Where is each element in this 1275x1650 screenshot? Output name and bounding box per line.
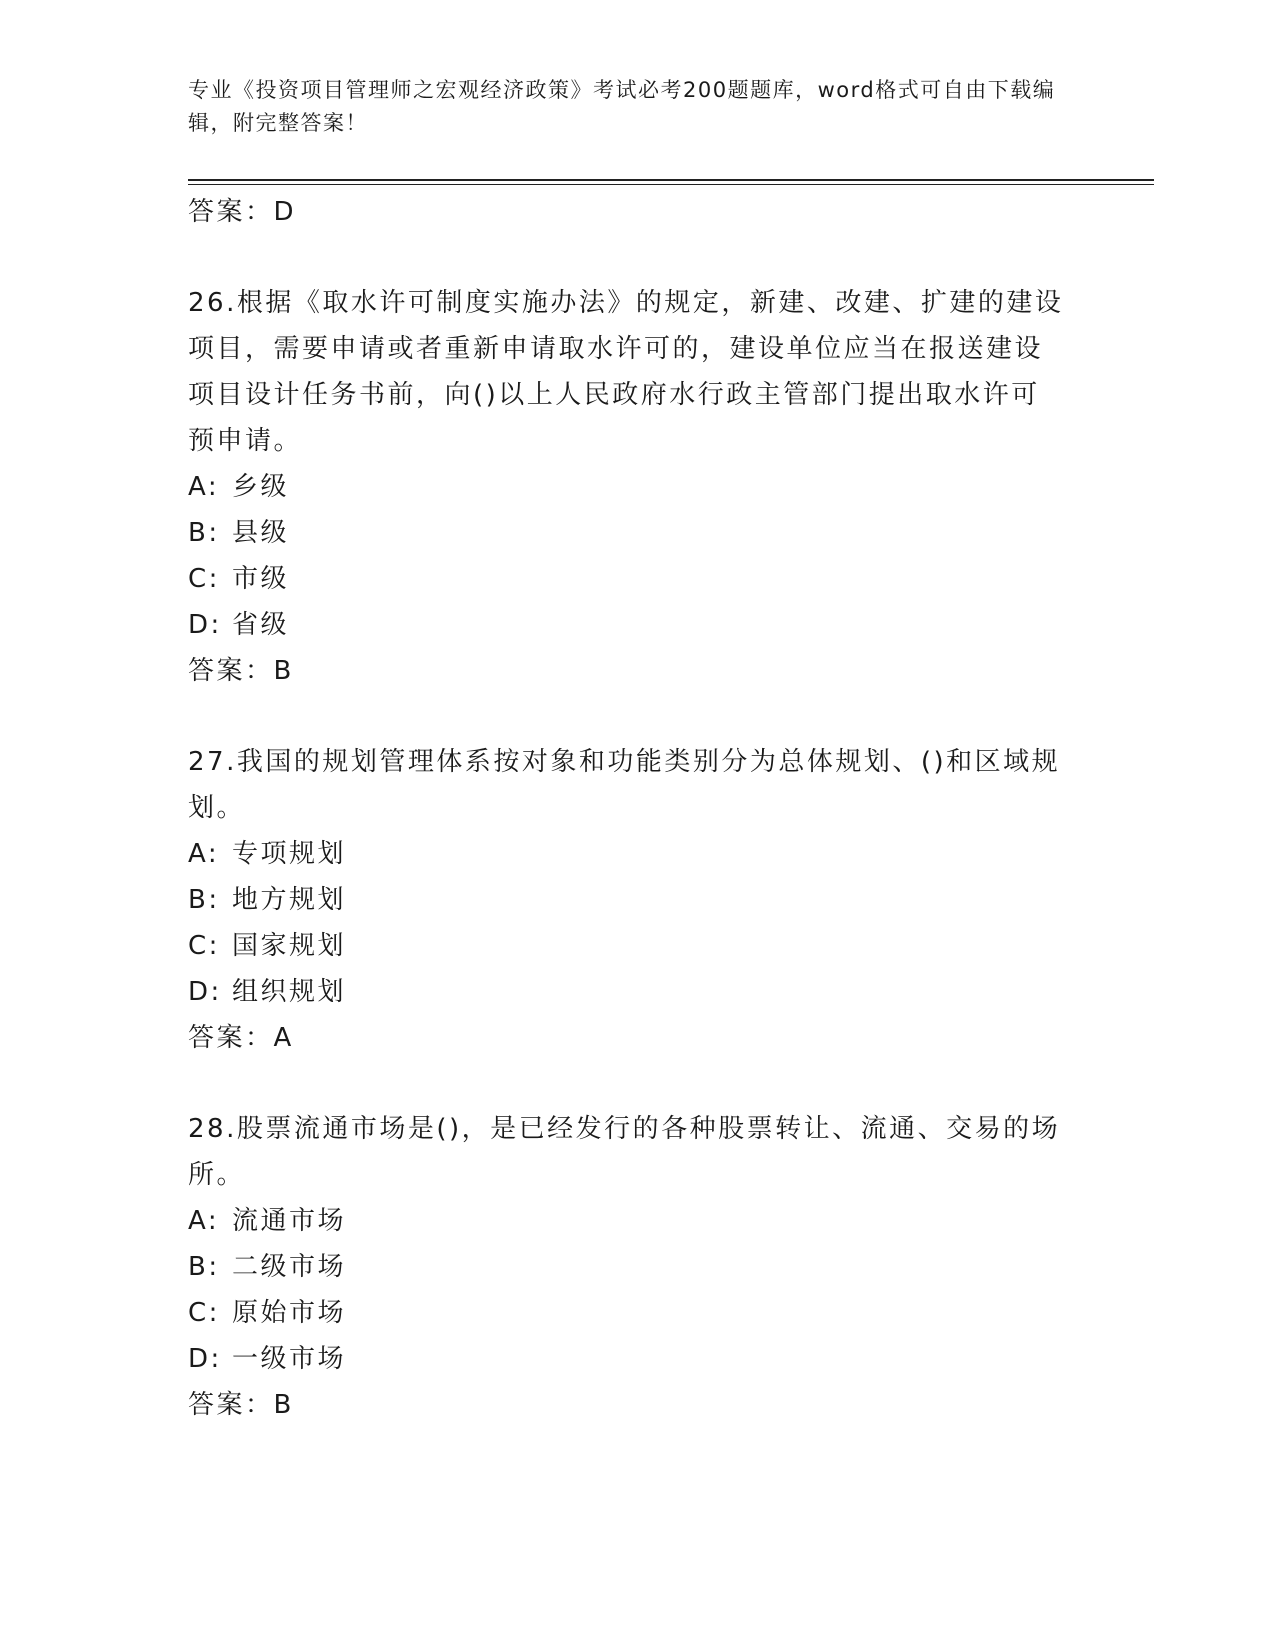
answer-label: 答案： bbox=[188, 1390, 274, 1420]
option-d bbox=[188, 969, 1088, 1015]
answer-label: 答案： bbox=[188, 1023, 274, 1053]
option-key: A: bbox=[188, 839, 220, 869]
option-key: A: bbox=[188, 1206, 220, 1236]
option-b bbox=[188, 877, 1088, 923]
option-d bbox=[188, 602, 1088, 648]
option-text: 省级 bbox=[232, 610, 290, 640]
option-b bbox=[188, 510, 1088, 556]
answer-value: B bbox=[273, 1390, 294, 1420]
option-key: D: bbox=[188, 610, 222, 640]
option-text: 国家规划 bbox=[232, 931, 347, 961]
option-key: A: bbox=[188, 472, 220, 502]
header-rule-thick bbox=[188, 179, 1154, 181]
option-text: 原始市场 bbox=[232, 1298, 347, 1328]
answer-line bbox=[188, 189, 1088, 235]
answer-line bbox=[188, 1382, 1088, 1428]
option-text: 乡级 bbox=[232, 472, 290, 502]
option-text: 一级市场 bbox=[232, 1344, 347, 1374]
option-key: B: bbox=[188, 885, 220, 915]
option-key: B: bbox=[188, 1252, 220, 1282]
option-key: C: bbox=[188, 564, 220, 594]
answer-value: A bbox=[273, 1023, 294, 1053]
question-stem: 28.股票流通市场是()，是已经发行的各种股票转让、流通、交易的场所。 bbox=[188, 1114, 1061, 1190]
option-a bbox=[188, 1198, 1088, 1244]
option-c bbox=[188, 1290, 1088, 1336]
answer-label: 答案： bbox=[188, 197, 274, 227]
option-key: C: bbox=[188, 1298, 220, 1328]
option-text: 专项规划 bbox=[232, 839, 347, 869]
document-header: 专业《投资项目管理师之宏观经济政策》考试必考200题题库，word格式可自由下载编辑，附完整答案！ bbox=[188, 78, 1056, 135]
answer-value: D bbox=[273, 197, 297, 227]
question-stem: 26.根据《取水许可制度实施办法》的规定，新建、改建、扩建的建设项目，需要申请或者重新申请取水许可的，建设单位应当在报送建设项目设计任务书前，向()以上人民政府水行政主管部门提出取水许可预申请。 bbox=[188, 288, 1064, 456]
option-text: 流通市场 bbox=[232, 1206, 347, 1236]
option-b bbox=[188, 1244, 1088, 1290]
option-d bbox=[188, 1336, 1088, 1382]
option-c bbox=[188, 923, 1088, 969]
option-key: D: bbox=[188, 1344, 222, 1374]
question-item bbox=[188, 1106, 1088, 1428]
option-a bbox=[188, 831, 1088, 877]
question-item bbox=[188, 739, 1088, 1061]
option-text: 地方规划 bbox=[232, 885, 347, 915]
answer-line bbox=[188, 648, 1088, 694]
option-key: B: bbox=[188, 518, 220, 548]
option-c bbox=[188, 556, 1088, 602]
option-a bbox=[188, 464, 1088, 510]
option-text: 县级 bbox=[232, 518, 290, 548]
answer-line bbox=[188, 1015, 1088, 1061]
option-key: C: bbox=[188, 931, 220, 961]
question-stem: 27.我国的规划管理体系按对象和功能类别分为总体规划、()和区域规划。 bbox=[188, 747, 1061, 823]
answer-label: 答案： bbox=[188, 656, 274, 686]
option-text: 组织规划 bbox=[232, 977, 347, 1007]
question-list bbox=[188, 189, 1088, 1428]
answer-value: B bbox=[273, 656, 294, 686]
header-rule-thin bbox=[188, 184, 1154, 185]
option-key: D: bbox=[188, 977, 222, 1007]
option-text: 市级 bbox=[232, 564, 290, 594]
question-item bbox=[188, 280, 1088, 694]
option-text: 二级市场 bbox=[232, 1252, 347, 1282]
